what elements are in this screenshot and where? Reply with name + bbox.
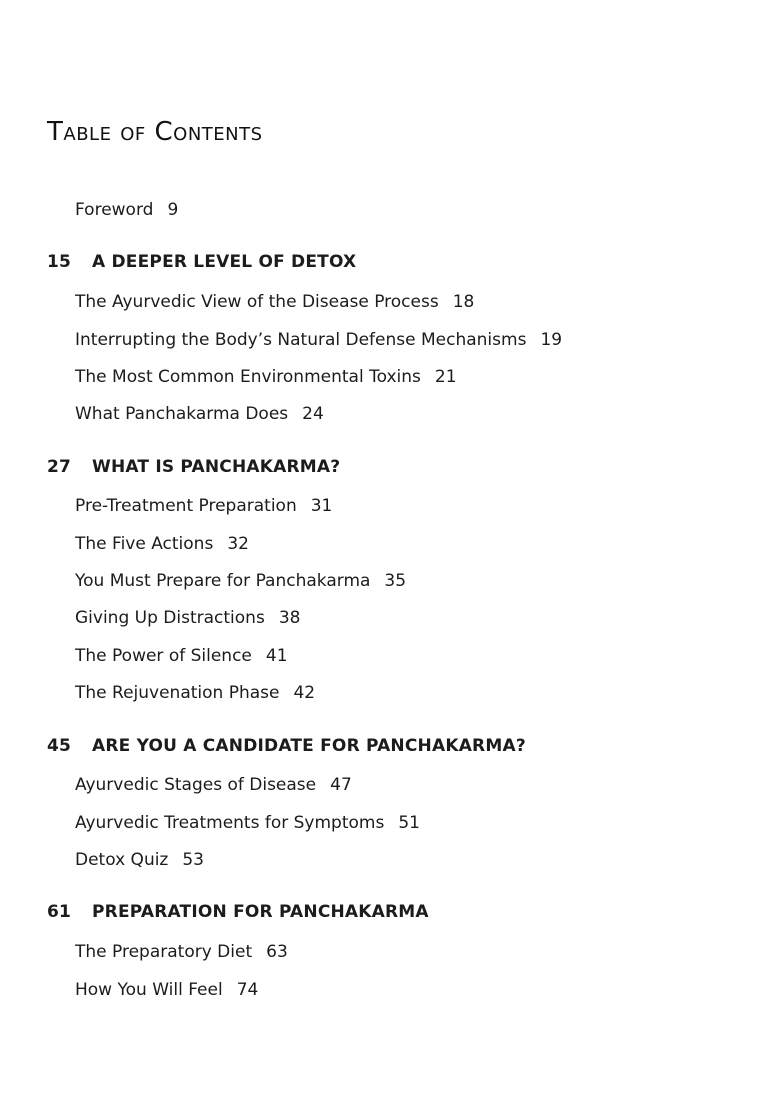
toc-entry[interactable] [75, 774, 352, 796]
toc-entry[interactable] [75, 941, 288, 963]
entry-label: Ayurvedic Stages of Disease [75, 775, 317, 795]
entry-label: The Rejuvenation Phase [75, 683, 280, 703]
chapter-heading[interactable] [47, 251, 356, 273]
toc-entry-foreword[interactable] [75, 199, 178, 221]
entry-page-number: 24 [302, 404, 324, 424]
entry-label: The Ayurvedic View of the Disease Process [75, 292, 439, 312]
toc-entry[interactable] [75, 570, 406, 592]
chapter-page-number: 27 [47, 457, 72, 477]
entry-page-number: 19 [540, 330, 563, 350]
chapter-heading[interactable] [47, 901, 429, 923]
entry-page-number: 42 [293, 683, 316, 703]
chapter-page-number: 15 [47, 252, 72, 272]
toc-entry[interactable] [75, 366, 457, 388]
entry-page-number: 74 [236, 980, 259, 1000]
entry-page-number: 32 [227, 534, 249, 554]
page-title: Table of Contents [47, 117, 263, 147]
toc-entry[interactable] [75, 645, 288, 667]
toc-entry[interactable] [75, 849, 204, 871]
toc-entry[interactable] [75, 495, 332, 517]
chapter-page-number: 61 [47, 902, 72, 922]
entry-page-number: 41 [265, 646, 288, 666]
toc-entry[interactable] [75, 329, 562, 351]
entry-label: Interrupting the Body’s Natural Defense Mechanisms [75, 330, 527, 350]
entry-label: How You Will Feel [75, 980, 223, 1000]
entry-label: The Most Common Environmental Toxins [75, 367, 421, 387]
chapter-title: A DEEPER LEVEL OF DETOX [92, 252, 357, 272]
entry-page-number: 47 [330, 775, 352, 795]
entry-page-number: 21 [434, 367, 457, 387]
toc-entry[interactable] [75, 291, 474, 313]
toc-entry[interactable] [75, 979, 258, 1001]
entry-label: You Must Prepare for Panchakarma [75, 571, 371, 591]
entry-label: Detox Quiz [75, 850, 169, 870]
entry-label: What Panchakarma Does [75, 404, 289, 424]
toc-entry[interactable] [75, 403, 324, 425]
chapter-heading[interactable] [47, 735, 526, 757]
entry-page-number: 18 [452, 292, 475, 312]
chapter-page-number: 45 [47, 736, 72, 756]
entry-label: The Preparatory Diet [75, 942, 253, 962]
entry-label: Foreword [75, 200, 154, 220]
toc-entry[interactable] [75, 533, 249, 555]
toc-entry[interactable] [75, 682, 315, 704]
entry-label: Pre-Treatment Preparation [75, 496, 297, 516]
entry-label: Giving Up Distractions [75, 608, 265, 628]
chapter-title: PREPARATION FOR PANCHAKARMA [92, 902, 429, 922]
entry-page-number: 53 [182, 850, 204, 870]
entry-page-number: 63 [266, 942, 288, 962]
toc-entry[interactable] [75, 607, 300, 629]
entry-label: The Power of Silence [75, 646, 252, 666]
chapter-heading[interactable] [47, 456, 340, 478]
entry-page-number: 38 [278, 608, 301, 628]
chapter-title: ARE YOU A CANDIDATE FOR PANCHAKARMA? [92, 736, 526, 756]
entry-label: Ayurvedic Treatments for Symptoms [75, 813, 385, 833]
entry-page-number: 9 [167, 200, 179, 220]
entry-page-number: 35 [384, 571, 407, 591]
chapter-title: WHAT IS PANCHAKARMA? [92, 457, 341, 477]
entry-page-number: 51 [398, 813, 420, 833]
toc-entry[interactable] [75, 812, 420, 834]
entry-page-number: 31 [310, 496, 333, 516]
entry-label: The Five Actions [75, 534, 214, 554]
